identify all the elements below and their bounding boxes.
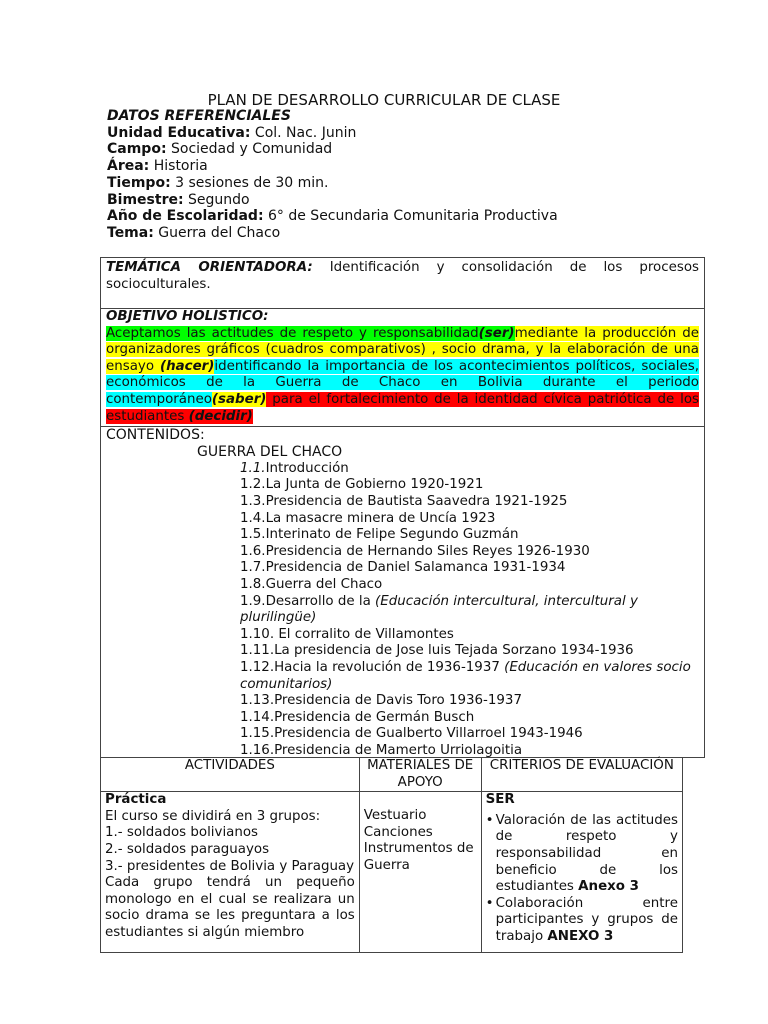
- objetivo-decidir-text: para el fortalecimiento de la identidad cívica patriótica de los estudiantes: [106, 391, 699, 424]
- objetivo-box: [100, 308, 705, 427]
- item-text: La presidencia de Jose luis Tejada Sorzano 1934-1936: [274, 643, 634, 659]
- objetivo-ser-text: Aceptamos las actitudes de respeto y responsabilidad: [106, 325, 479, 341]
- item-text: Presidencia de Gualberto Villarroel 1943-1946: [274, 726, 583, 742]
- objetivo-ser-tag: (ser): [478, 325, 515, 341]
- bullet-icon: •: [485, 895, 494, 911]
- item-text: Hacia la revolución de 1936-1937: [274, 659, 505, 675]
- material-item: Vestuario: [363, 808, 427, 824]
- datos-row-label: Año de Escolaridad:: [107, 208, 264, 225]
- materiales-cell: [359, 792, 481, 953]
- criterios-list: [486, 813, 678, 946]
- actividad-line: El curso se dividirá en 3 grupos:: [105, 808, 321, 824]
- criterio-text: Colaboración entre participantes y grupos de trabajo: [495, 895, 678, 944]
- item-text: La Junta de Gobierno 1920-1921: [265, 477, 484, 493]
- item-note: (Educación intercultural, intercultural y plurilingüe): [240, 593, 638, 626]
- datos-row-label: Bimestre:: [107, 191, 184, 208]
- list-item: [240, 726, 699, 743]
- datos-row: [107, 158, 707, 175]
- list-item: [240, 710, 699, 727]
- list-item: [240, 494, 699, 511]
- datos-row: [107, 141, 707, 158]
- item-number: 1.8.: [240, 576, 266, 592]
- item-number: 1.9.: [240, 593, 266, 609]
- item-text: Guerra del Chaco: [265, 576, 383, 592]
- item-number: 1.6.: [240, 543, 266, 559]
- header-materiales: MATERIALES DE APOYO: [359, 758, 481, 792]
- item-number: 1.3.: [240, 493, 266, 509]
- criterio-anexo: ANEXO 3: [547, 928, 614, 944]
- datos-row: [107, 192, 707, 209]
- item-text: Presidencia de Daniel Salamanca 1931-1934: [265, 560, 566, 576]
- datos-row-value: Col. Nac. Junin: [250, 124, 357, 141]
- datos-row-value: Segundo: [183, 191, 250, 208]
- page-title: PLAN DE DESARROLLO CURRICULAR DE CLASE: [207, 91, 561, 109]
- bullet-icon: •: [485, 812, 494, 828]
- actividad-line: 1.- soldados bolivianos: [105, 825, 259, 841]
- objetivo-saber-text: identificando la importancia de los acontecimientos políticos, sociales, económicos de la Guerra de Chaco en Bolivia durante el periodo contemporáneo: [106, 358, 699, 407]
- list-item: [240, 643, 699, 660]
- criterio-item: [486, 813, 678, 896]
- table-header-row: [101, 758, 683, 792]
- datos-row-value: Historia: [149, 158, 208, 175]
- item-number: 1.4.: [240, 510, 266, 526]
- datos-row: [107, 225, 707, 242]
- list-item: [240, 560, 699, 577]
- item-number: 1.10.: [240, 626, 275, 642]
- item-text: Introducción: [265, 460, 349, 476]
- item-number: 1.5.: [240, 527, 266, 543]
- datos-row-label: Tiempo:: [107, 174, 171, 191]
- list-item: [240, 511, 699, 528]
- contenidos-list: [240, 461, 699, 760]
- datos-row-label: Campo:: [107, 141, 167, 158]
- item-text: Presidencia de Davis Toro 1936-1937: [274, 693, 522, 709]
- datos-rows: [107, 125, 707, 242]
- contenidos-box: [100, 426, 705, 758]
- item-number: 1.2.: [240, 477, 266, 493]
- table-row: [101, 792, 683, 953]
- materiales-lines: [364, 808, 477, 874]
- item-text: Desarrollo de la: [265, 593, 376, 609]
- datos-row: [107, 125, 707, 142]
- actividad-line: Cada grupo tendrá un pequeño monologo en el cual se realizara un socio drama se les preguntara a los estudiantes si algún miembro: [105, 875, 355, 940]
- datos-row-value: 6° de Secundaria Comunitaria Productiva: [263, 208, 558, 225]
- header-criterios: CRITERIOS DE EVALUACIÓN: [481, 758, 682, 792]
- list-item: [240, 594, 699, 627]
- criterio-item: [486, 896, 678, 946]
- tematica-text: Identificación y consolidación de los procesos socioculturales.: [106, 260, 699, 292]
- item-text: Presidencia de Mamerto Urriolagoitia: [274, 742, 523, 758]
- list-item: [240, 693, 699, 710]
- list-item: [240, 527, 699, 544]
- header-actividades: ACTIVIDADES: [101, 758, 360, 792]
- item-text: Presidencia de Hernando Siles Reyes 1926-1930: [265, 543, 590, 559]
- criterio-text: Valoración de las actitudes de respeto y responsabilidad en beneficio de los estudiantes: [495, 812, 678, 895]
- item-text: La masacre minera de Uncía 1923: [265, 510, 496, 526]
- tematica-label: TEMÁTICA ORIENTADORA:: [106, 260, 313, 275]
- criterio-anexo: Anexo 3: [578, 879, 639, 895]
- item-number: 1.16.: [240, 742, 275, 758]
- datos-row-label: Área:: [107, 158, 150, 175]
- item-number: 1.14.: [240, 709, 275, 725]
- item-number: 1.12.: [240, 659, 275, 675]
- list-item: [240, 544, 699, 561]
- material-item: Instrumentos de Guerra: [363, 841, 474, 873]
- contenidos-subtitle: GUERRA DEL CHACO: [197, 443, 343, 460]
- practica-label: Práctica: [105, 792, 167, 808]
- datos-row-value: Guerra del Chaco: [153, 224, 281, 241]
- datos-row: [107, 208, 707, 225]
- datos-heading: DATOS REFERENCIALES: [107, 108, 291, 124]
- actividad-line: 3.- presidentes de Bolivia y Paraguay: [105, 858, 355, 874]
- datos-row: [107, 175, 707, 192]
- list-item: [240, 577, 699, 594]
- item-text: Interinato de Felipe Segundo Guzmán: [265, 527, 519, 543]
- activities-table: [100, 757, 683, 953]
- criterios-cell: [481, 792, 682, 953]
- item-number: 1.1.: [240, 460, 266, 476]
- item-text: Presidencia de Bautista Saavedra 1921-1925: [265, 493, 568, 509]
- objetivo-saber-tag: (saber): [211, 391, 267, 407]
- material-item: Canciones: [363, 824, 433, 840]
- objetivo-hacer-tag: (hacer): [159, 358, 215, 374]
- actividades-cell: [101, 792, 360, 953]
- item-text: Presidencia de Germán Busch: [274, 709, 475, 725]
- ser-label: SER: [485, 792, 515, 808]
- item-number: 1.15.: [240, 726, 275, 742]
- datos-row-value: Sociedad y Comunidad: [166, 141, 333, 158]
- list-item: [240, 660, 699, 693]
- list-item: [240, 461, 699, 478]
- datos-referenciales: [107, 108, 707, 242]
- contenidos-label: CONTENIDOS:: [106, 427, 205, 443]
- datos-row-label: Tema:: [107, 224, 154, 241]
- tematica-box: [100, 257, 705, 309]
- item-note: (Educación en valores socio comunitarios): [240, 659, 691, 692]
- item-number: 1.11.: [240, 643, 275, 659]
- item-text: El corralito de Villamontes: [274, 626, 454, 642]
- objetivo-decidir-tag: (decidir): [188, 408, 253, 424]
- objetivo-hacer-text: mediante la producción de organizadores gráficos (cuadros comparativos) , socio drama, y la elaboración de una ensayo: [106, 325, 699, 374]
- list-item: [240, 477, 699, 494]
- item-number: 1.13.: [240, 693, 275, 709]
- objetivo-text: [106, 326, 699, 426]
- datos-row-value: 3 sesiones de 30 min.: [170, 174, 329, 191]
- objetivo-label: OBJETIVO HOLÍSTICO:: [106, 309, 269, 324]
- datos-row-label: Unidad Educativa:: [107, 124, 251, 141]
- item-number: 1.7.: [240, 560, 266, 576]
- actividad-line: 2.- soldados paraguayos: [105, 841, 270, 857]
- actividades-lines: [105, 809, 355, 942]
- list-item: [240, 627, 699, 644]
